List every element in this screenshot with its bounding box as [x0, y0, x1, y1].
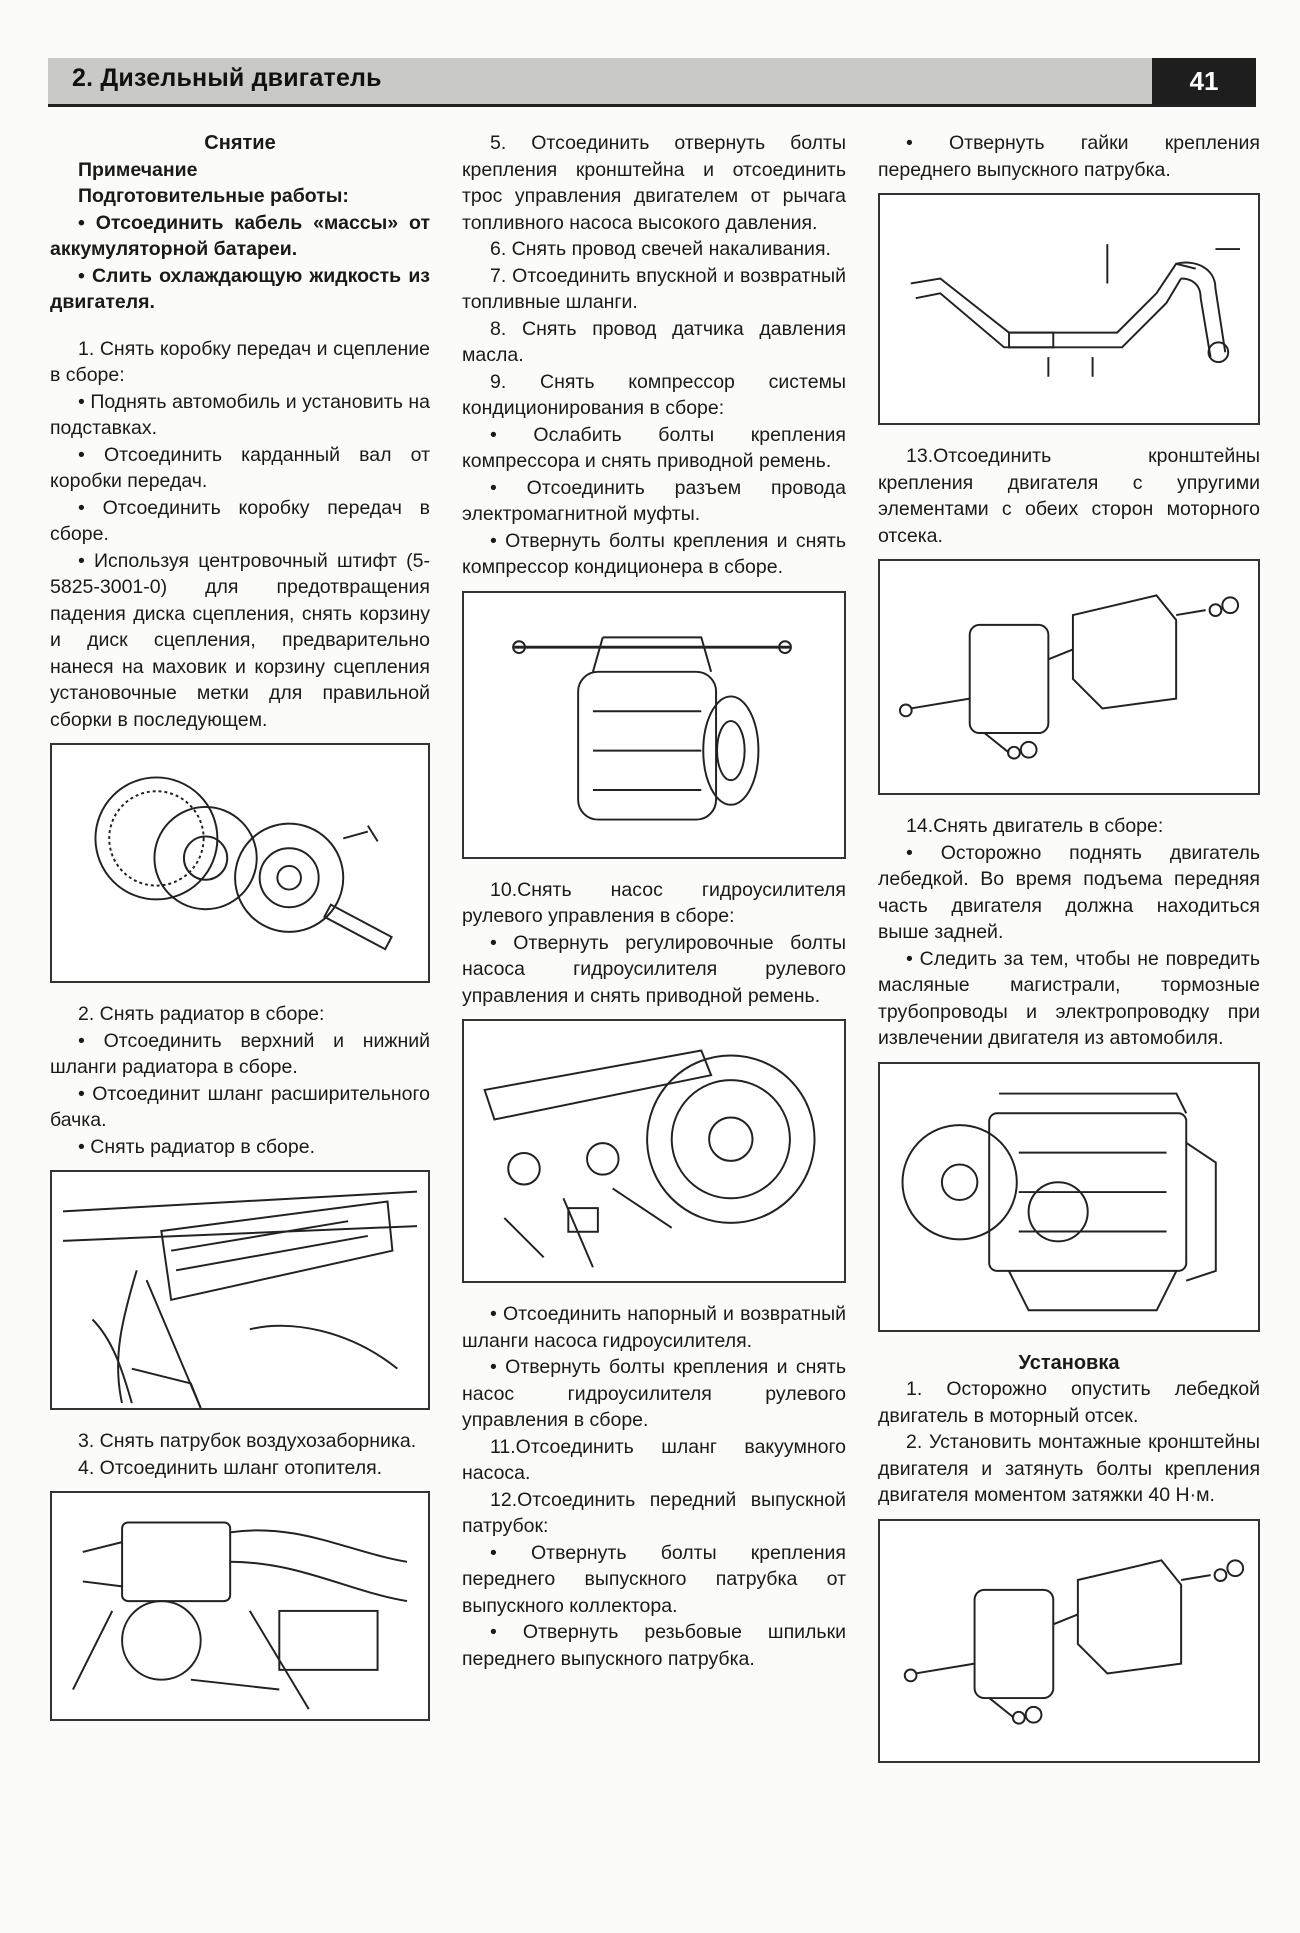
- pump-pulley-diagram: [464, 1021, 844, 1281]
- engine-assembly-diagram: [880, 1064, 1258, 1330]
- step-10: 10.Снять насос гидроусилителя рулевого управления в сборе:: [462, 878, 846, 927]
- prep-title: Подготовительные работы:: [78, 185, 349, 207]
- exhaust-pipe-diagram: [880, 195, 1258, 423]
- step-14-item: • Следить за тем, чтобы не повредить масляные магистрали, тормозные трубопроводы и электропроводку при извлечении двигателя из автомобиля.: [878, 947, 1260, 1049]
- step-13: 13.Отсоединить кронштейны крепления двигателя с упругими элементами с обеих сторон моторного отсека.: [878, 445, 1260, 547]
- step-2-item: • Отсоединить верхний и нижний шланги радиатора в сборе.: [50, 1029, 430, 1078]
- chapter-title: 2. Дизельный двигатель: [72, 64, 382, 92]
- step-12-item-cont: • Отвернуть гайки крепления переднего выпускного патрубка.: [878, 132, 1260, 181]
- step-5: 5. Отсоединить отвернуть болты крепления кронштейна и отсоединить трос управления двигателем от рычага топливного насоса высокого давления.: [462, 132, 846, 234]
- engine-mount-install-diagram: [880, 1521, 1258, 1761]
- page-number: 41: [1152, 58, 1256, 104]
- column-2: [462, 130, 846, 1672]
- step-9-item: • Отвернуть болты крепления и снять компрессор кондиционера в сборе.: [462, 529, 846, 578]
- step-14: 14.Снять двигатель в сборе:: [906, 815, 1164, 837]
- step-12: 12.Отсоединить передний выпускной патрубок:: [462, 1488, 846, 1537]
- step-1-item: • Отсоединить карданный вал от коробки передач.: [50, 443, 430, 492]
- radiator-figure: [50, 1170, 430, 1410]
- step-8: 8. Снять провод датчика давления масла.: [462, 317, 846, 366]
- prep-item: • Слить охлаждающую жидкость из двигателя.: [50, 264, 430, 313]
- column-1: [50, 130, 430, 1739]
- column-3: [878, 130, 1260, 1781]
- removal-title: Снятие: [204, 132, 276, 154]
- clutch-diagram: [52, 745, 428, 981]
- step-1: 1. Снять коробку передач и сцепление в сборе:: [50, 337, 430, 386]
- compressor-figure: [462, 591, 846, 859]
- install-step: 1. Осторожно опустить лебедкой двигатель в моторный отсек.: [878, 1378, 1260, 1427]
- step-9-item: • Отсоединить разъем провода электромагнитной муфты.: [462, 476, 846, 525]
- prep-item: • Отсоединить кабель «массы» от аккумуляторной батареи.: [50, 211, 430, 260]
- step-10-item: • Отсоединить напорный и возвратный шланги насоса гидроусилителя.: [462, 1303, 846, 1352]
- engine-bay-diagram: [52, 1493, 428, 1719]
- clutch-figure: [50, 743, 430, 983]
- step-10-item: • Отвернуть болты крепления и снять насос гидроусилителя рулевого управления в сборе.: [462, 1356, 846, 1431]
- engine-mount-figure: [878, 559, 1260, 795]
- step-6: 6. Снять провод свечей накаливания.: [490, 238, 831, 260]
- step-9: 9. Снять компрессор системы кондиционирования в сборе:: [462, 370, 846, 419]
- step-11: 11.Отсоединить шланг вакуумного насоса.: [462, 1435, 846, 1484]
- page-header: [48, 58, 1256, 107]
- engine-assembly-figure: [878, 1062, 1260, 1332]
- engine-mount-install-figure: [878, 1519, 1260, 1763]
- install-title: Установка: [1018, 1351, 1120, 1374]
- heater-hose-figure: [50, 1491, 430, 1721]
- step-9-item: • Ослабить болты крепления компрессора и снять приводной ремень.: [462, 423, 846, 472]
- power-steering-pump-figure: [462, 1019, 846, 1283]
- step-1-item: • Используя центровочный штифт (5-5825-3001-0) для предотвращения падения диска сцепления, снять корзину и диск сцепления, предварительно нанеся на маховик и корзину сцепления установочные метки для правильной сборки в последующем.: [50, 549, 430, 731]
- step-2-item: • Отсоединит шланг расширительного бачка.: [50, 1082, 430, 1131]
- engine-mount-diagram: [880, 561, 1258, 793]
- step-14-item: • Осторожно поднять двигатель лебедкой. Во время подъема передняя часть двигателя должна находиться выше задней.: [878, 841, 1260, 943]
- step-10-item: • Отвернуть регулировочные болты насоса гидроусилителя рулевого управления и снять приводной ремень.: [462, 931, 846, 1007]
- compressor-diagram: [464, 593, 844, 857]
- install-step: 2. Установить монтажные кронштейны двигателя и затянуть болты крепления двигателя моментом затяжки 40 Н·м.: [878, 1431, 1260, 1506]
- note-title: Примечание: [78, 158, 198, 181]
- step-2-item: • Снять радиатор в сборе.: [78, 1135, 316, 1158]
- step-1-item: • Отсоединить коробку передач в сборе.: [50, 496, 430, 545]
- step-2: 2. Снять радиатор в сборе:: [78, 1003, 325, 1025]
- step-12-item: • Отвернуть резьбовые шпильки переднего выпускного патрубка.: [462, 1621, 846, 1670]
- step-12-item: • Отвернуть болты крепления переднего выпускного патрубка от выпускного коллектора.: [462, 1541, 846, 1617]
- exhaust-pipe-figure: [878, 193, 1260, 425]
- step-3: 3. Снять патрубок воздухозаборника.: [78, 1430, 417, 1452]
- radiator-diagram: [52, 1172, 428, 1408]
- step-7: 7. Отсоединить впускной и возвратный топливные шланги.: [462, 264, 846, 313]
- step-1-item: • Поднять автомобиль и установить на подставках.: [50, 390, 430, 439]
- step-4: 4. Отсоединить шланг отопителя.: [78, 1456, 383, 1479]
